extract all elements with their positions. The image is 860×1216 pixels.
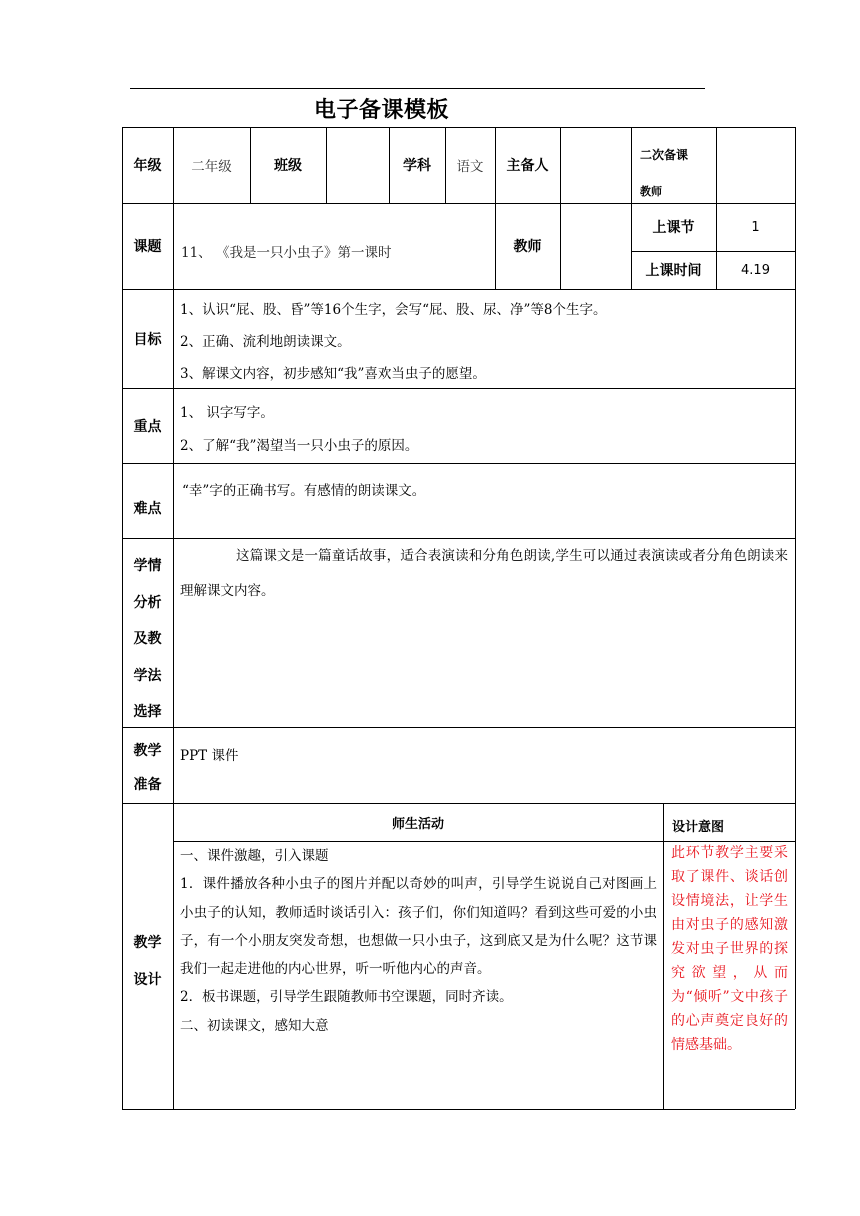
analysis-text: 这篇课文是一篇童话故事，适合表演读和分角色朗读,学生可以通过表演读或者分角色朗读来理解课文内容。 [180, 548, 788, 599]
header-rule [130, 88, 705, 89]
key-point-item: 2、了解“我”渴望当一只小虫子的原因。 [180, 438, 419, 454]
goals-label: 目标 [133, 331, 162, 348]
design-label: 教学 设计 [133, 935, 162, 988]
goals-list [180, 294, 790, 390]
topic-value: 11、 《我是一只小虫子》第一课时 [181, 245, 392, 261]
activity-paragraph: 一、课件激趣，引入课题 [180, 848, 329, 864]
activity-paragraph: 2．板书课题，引导学生跟随教师书空课题，同时齐读。 [180, 989, 513, 1006]
secondary-value [716, 127, 795, 203]
analysis-label: 学情 分析 及教 学法 选择 [133, 558, 162, 720]
page-title: 电子备课模板 [314, 98, 450, 123]
time-value: 4.19 [741, 262, 770, 278]
goal-item: 3、解课文内容，初步感知“我”喜欢当虫子的愿望。 [180, 366, 486, 382]
prep-text: PPT 课件 [180, 748, 239, 764]
time-label: 上课时间 [645, 263, 702, 279]
prep-label: 教学 准备 [133, 743, 162, 793]
preparer-label: 主备人 [506, 158, 549, 174]
topic-label: 课题 [133, 239, 162, 255]
intent-text: 此环节教学主要采取了课件、谈话创设情境法，让学生由对虫子的感知激发对虫子世界的探究欲望，从而为“倾听”文中孩子的心声奠定良好的情感基础。 [671, 845, 788, 1053]
teacher-value [560, 203, 631, 289]
goal-item: 1、认识“屁、股、昏”等16个生字，会写“屁、股、尿、净”等8个生字。 [180, 302, 607, 318]
secondary-teacher-label: 教师 [640, 185, 662, 198]
activity-header: 师生活动 [391, 816, 444, 832]
grade-label: 年级 [133, 158, 162, 174]
goal-item: 2、正确、流利地朗读课文。 [180, 334, 351, 350]
preparer-value [560, 127, 631, 203]
period-label: 上课节 [652, 220, 695, 236]
activity-paragraph: 1．课件播放各种小虫子的图片并配以奇妙的叫声，引导学生说说自己对图画上小虫子的认知，教师适时谈话引入：孩子们，你们知道吗？看到这些可爱的小虫子，有一个小朋友突发奇想，也想做一只小虫子，这到底又是为什么呢？这节课我们一起走进他的内心世界，听一听他内心的声音。 [180, 876, 657, 978]
class-value [326, 127, 389, 203]
activity-content [180, 842, 657, 1040]
subject-value: 语文 [456, 159, 484, 175]
key-points-label: 重点 [133, 418, 162, 435]
intent-header: 设计意图 [672, 820, 725, 835]
key-points-list [180, 397, 790, 463]
class-label: 班级 [274, 158, 302, 174]
key-point-item: 1、 识字写字。 [180, 405, 274, 421]
teacher-label: 教师 [513, 239, 542, 255]
difficulties-label: 难点 [133, 500, 162, 517]
grade-value: 二年级 [191, 159, 232, 175]
secondary-prep-label: 二次备课 [640, 148, 689, 162]
subject-label: 学科 [403, 158, 431, 174]
period-value: 1 [751, 219, 760, 235]
activity-paragraph: 二、初读课文，感知大意 [180, 1017, 329, 1034]
difficulties-text: “幸”字的正确书写。有感情的朗读课文。 [182, 483, 426, 499]
